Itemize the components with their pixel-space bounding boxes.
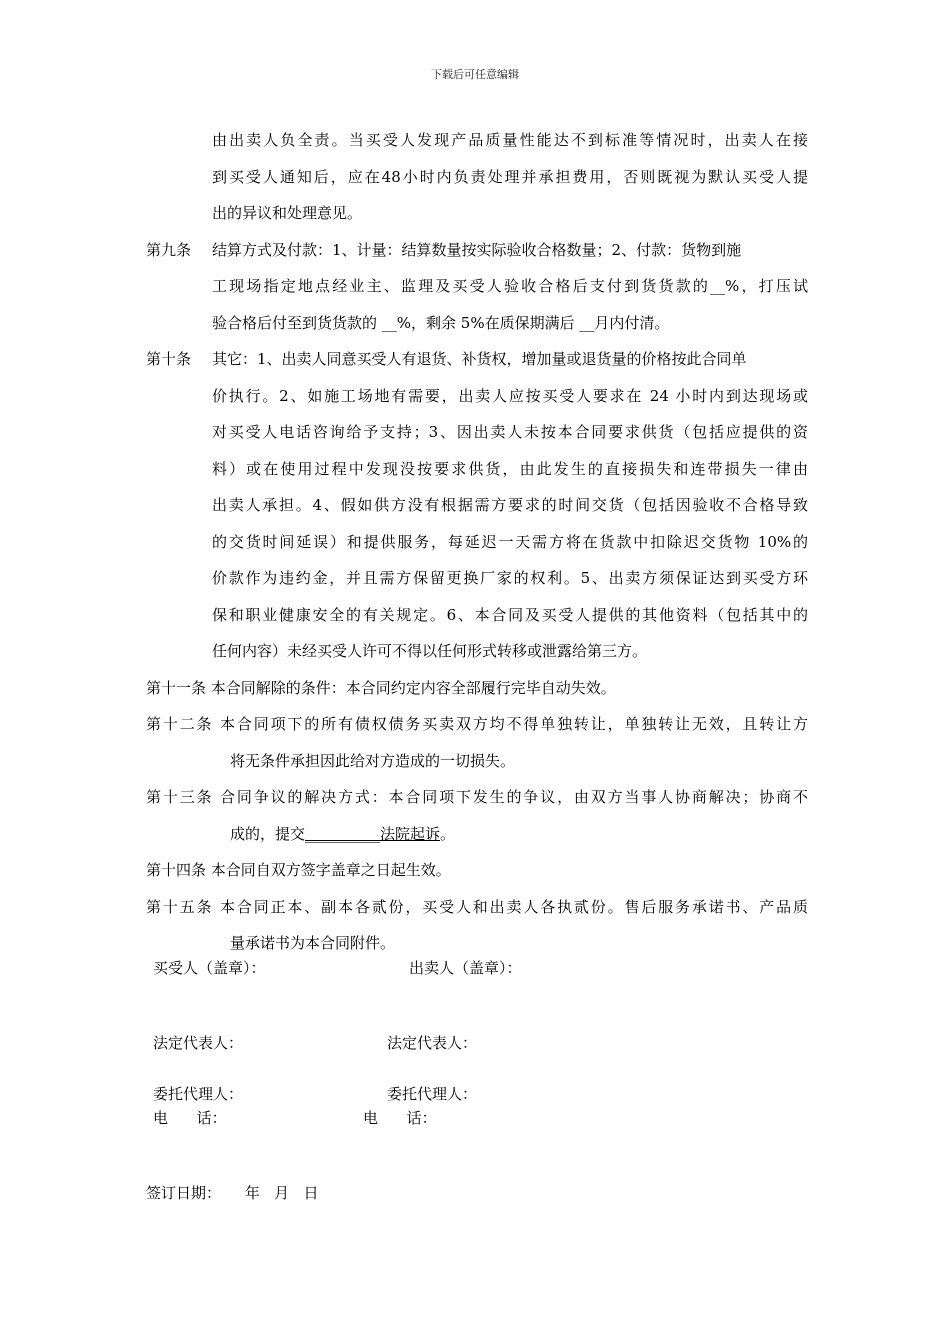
- article-10-line-6: 的交货时间延误）和提供服务，每延迟一天需方将在货款中扣除迟交货物 10%的: [212, 532, 808, 551]
- article-14: 第十四条 本合同自双方签字盖章之日起生效。: [146, 861, 451, 879]
- article-10-line-9: 任何内容）未经买受人许可不得以任何形式转移或泄露给第三方。: [212, 642, 648, 660]
- article-8-line-1: 由出卖人负全责。当买受人发现产品质量性能达不到标准等情况时，出卖人在接: [212, 131, 808, 149]
- article-9-label: 第九条: [146, 240, 192, 259]
- buyer-seal-label: 买受人（盖章）：: [153, 959, 266, 977]
- article-12-line-2: 将无条件承担因此给对方造成的一切损失。: [230, 751, 516, 770]
- article-10-line-7: 价款作为违约金，并且需方保留更换厂家的权利。5、出卖方须保证达到买受方环: [212, 569, 808, 587]
- seller-seal-label: 出卖人（盖章）：: [409, 959, 522, 977]
- article-10-line-8: 保和职业健康安全的有关规定。6、本合同及买受人提供的其他资料（包括其中的: [212, 605, 808, 624]
- article-10-line-1: [146, 341, 808, 378]
- contract-body: [146, 122, 808, 962]
- article-10-line-4: 料）或在使用过程中发现没按要求供货，由此发生的直接损失和连带损失一律由: [212, 459, 808, 478]
- buyer-rep-label: 法定代表人：: [153, 1034, 244, 1052]
- article-15-line-1: 第十五条 本合同正本、副本各贰份，买受人和出卖人各执贰份。售后服务承诺书、产品质: [146, 897, 808, 916]
- page-header: 下载后可任意编辑: [431, 68, 519, 81]
- seller-rep-label: 法定代表人：: [387, 1034, 478, 1052]
- court-blank: __________法院起诉: [305, 824, 441, 843]
- article-15-line-2: 量承诺书为本合同附件。: [230, 934, 396, 952]
- signing-date: 签订日期： 年 月 日: [146, 1184, 319, 1202]
- article-9-line-1: [146, 232, 808, 269]
- article-9-line-2: 工现场指定地点经业主、监理及买受人验收合格后支付到货货款的__%，打压试: [212, 277, 808, 295]
- article-10-text-1: 其它：1、出卖人同意买受人有退货、补货权，增加量或退货量的价格按此合同单: [212, 350, 747, 368]
- article-10-line-3: 对买受人电话咨询给予支持；3、因出卖人未按本合同要求供货（包括应提供的资: [212, 423, 808, 441]
- article-10-line-5: 出卖人承担。4、假如供方没有根据需方要求的时间交货（包括因验收不合格导致: [212, 496, 808, 514]
- buyer-agent-label: 委托代理人：: [153, 1085, 244, 1103]
- article-13-line-2: [146, 816, 808, 853]
- article-12-line-1: 第十二条 本合同项下的所有债权债务买卖双方均不得单独转让，单独转让无效，且转让方: [146, 715, 808, 733]
- article-10-label: 第十条: [146, 350, 192, 368]
- seller-agent-label: 委托代理人：: [387, 1085, 478, 1103]
- seller-phone-label: 电 话：: [363, 1109, 437, 1127]
- article-9-line-3: 验合格后付至到货货款的 __%，剩余 5%在质保期满后 __月内付清。: [212, 313, 670, 332]
- article-11: 第十一条 本合同解除的条件：本合同约定内容全部履行完毕自动失效。: [146, 678, 616, 697]
- article-13-suffix: 。: [440, 824, 456, 843]
- article-10-line-2: 价执行。2、如施工场地有需要，出卖人应按买受人要求在 24 小时内到达现场或: [212, 386, 808, 405]
- article-13-line-1: 第十三条 合同争议的解决方式：本合同项下发生的争议，由双方当事人协商解决；协商不: [146, 788, 808, 806]
- article-8-line-3: 出的异议和处理意见。: [212, 204, 363, 222]
- article-8-line-2: 到买受人通知后，应在48小时内负责处理并承担费用，否则既视为默认买受人提: [212, 167, 808, 186]
- buyer-phone-label: 电 话：: [153, 1109, 227, 1127]
- article-13-prefix: 成的，提交: [230, 824, 306, 843]
- article-9-text-1: 结算方式及付款：1、计量：结算数量按实际验收合格数量；2、付款：货物到施: [212, 240, 742, 259]
